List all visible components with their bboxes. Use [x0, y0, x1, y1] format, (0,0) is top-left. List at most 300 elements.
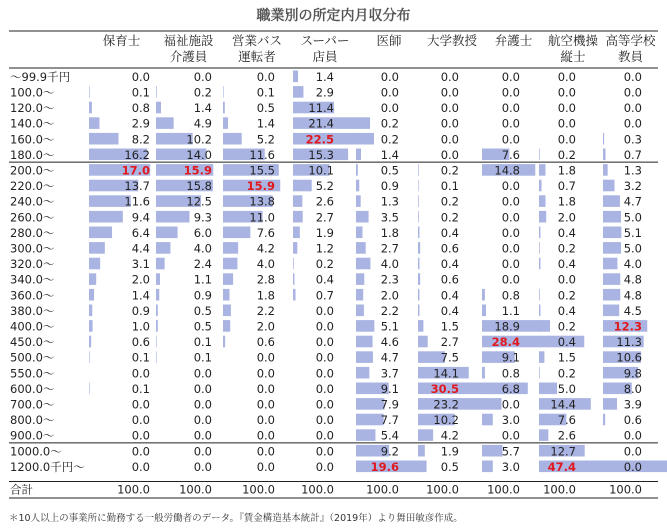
- row-label: 100.0～: [10, 85, 55, 100]
- data-bar: [356, 305, 364, 317]
- cell-value: 0.0: [380, 85, 399, 100]
- data-bar: [539, 180, 542, 192]
- data-bar: [356, 351, 373, 363]
- cell-value: 0.0: [256, 397, 275, 412]
- cell-value: 0.0: [193, 459, 212, 474]
- data-bar: [89, 117, 99, 129]
- cell-value: 7.5: [440, 350, 459, 365]
- cell-value: 0.7: [557, 179, 576, 194]
- cell-value: 6.4: [131, 225, 150, 240]
- cell-value: 0.0: [380, 69, 399, 84]
- data-bar: [356, 117, 357, 129]
- column-header: 高等学校: [605, 33, 656, 48]
- row-label: 380.0～: [10, 303, 55, 318]
- data-bar: [418, 336, 428, 348]
- cell-value: 10.2: [433, 413, 459, 428]
- cell-value: 0.0: [623, 116, 642, 131]
- cell-value: 0.4: [557, 303, 576, 318]
- cell-value: 9.8: [623, 366, 642, 381]
- column-header: 教員: [617, 49, 644, 64]
- data-bar: [539, 383, 557, 395]
- cell-value: 9.1: [380, 381, 399, 396]
- data-bar: [418, 461, 420, 473]
- data-bar: [539, 242, 540, 254]
- cell-value: 0.2: [380, 132, 399, 147]
- cell-value: 7.7: [380, 413, 399, 428]
- cell-value: 0.7: [315, 288, 334, 303]
- cell-value: 0.0: [501, 225, 520, 240]
- cell-value: 2.4: [193, 257, 212, 272]
- data-bar: [293, 195, 302, 207]
- data-bar: [293, 211, 303, 223]
- data-bar: [223, 258, 237, 270]
- data-bar: [223, 289, 229, 301]
- row-label: 800.0～: [10, 413, 55, 428]
- cell-value: 15.3: [308, 147, 334, 162]
- data-bar: [418, 164, 419, 176]
- cell-value: 2.9: [315, 85, 334, 100]
- cell-value: 0.0: [256, 459, 275, 474]
- cell-value: 0.0: [623, 444, 642, 459]
- column-header: 弁護士: [494, 33, 533, 48]
- cell-value: 0.0: [256, 381, 275, 396]
- cell-value: 0.5: [193, 319, 212, 334]
- data-bar: [356, 289, 363, 301]
- cell-value: 1.1: [501, 303, 520, 318]
- data-bar: [418, 429, 433, 441]
- cell-value: 0.0: [131, 69, 150, 84]
- cell-value: 6.8: [501, 381, 520, 396]
- data-bar: [603, 273, 620, 285]
- row-label: 500.0～: [10, 350, 55, 365]
- cell-value: 2.0: [380, 288, 399, 303]
- cell-value-max: 22.5: [305, 132, 334, 147]
- cell-value: 0.4: [440, 288, 459, 303]
- cell-value: 1.8: [557, 163, 576, 178]
- row-label: 320.0～: [10, 257, 55, 272]
- cell-value: 16.2: [124, 147, 150, 162]
- cell-value: 0.0: [501, 101, 520, 116]
- data-bar: [156, 227, 178, 239]
- data-bar: [356, 180, 359, 192]
- data-bar: [539, 320, 540, 332]
- cell-value: 3.9: [623, 397, 642, 412]
- cell-value: 0.4: [440, 225, 459, 240]
- data-bar: [482, 289, 485, 301]
- cell-value: 0.2: [557, 147, 576, 162]
- cell-value: 2.8: [256, 272, 275, 287]
- row-label: 550.0～: [10, 366, 55, 381]
- cell-value: 4.8: [623, 288, 642, 303]
- data-bar: [356, 273, 364, 285]
- data-bar: [356, 258, 370, 270]
- data-bar: [356, 242, 366, 254]
- total-value: 100.0: [487, 482, 520, 497]
- total-value: 100.0: [609, 482, 642, 497]
- data-bar: [89, 305, 92, 317]
- data-bar: [223, 242, 238, 254]
- data-bar: [293, 273, 294, 285]
- column-header: 営業バス: [231, 33, 283, 48]
- cell-value: 0.0: [501, 241, 520, 256]
- data-bar: [156, 336, 157, 348]
- cell-value: 2.6: [315, 194, 334, 209]
- cell-value: 0.0: [501, 69, 520, 84]
- data-bar: [539, 211, 546, 223]
- cell-value: 0.2: [440, 194, 459, 209]
- cell-value: 2.0: [131, 272, 150, 287]
- data-bar: [223, 86, 224, 98]
- cell-value: 0.0: [557, 116, 576, 131]
- data-bar: [603, 180, 615, 192]
- data-bar: [603, 227, 621, 239]
- column-header: 運転者: [238, 49, 276, 64]
- cell-value: 4.6: [380, 335, 399, 350]
- column-header: 店員: [312, 49, 338, 64]
- data-bar: [156, 117, 174, 129]
- data-bar: [539, 367, 540, 379]
- cell-value: 0.2: [557, 241, 576, 256]
- cell-value: 5.2: [256, 132, 275, 147]
- data-bar: [89, 227, 112, 239]
- data-bar: [539, 195, 545, 207]
- data-bar: [89, 133, 119, 145]
- cell-value: 0.8: [131, 101, 150, 116]
- cell-value: 4.0: [256, 257, 275, 272]
- cell-value: 0.2: [440, 210, 459, 225]
- cell-value: 0.0: [440, 101, 459, 116]
- cell-value: 0.0: [256, 428, 275, 443]
- cell-value: 4.0: [380, 257, 399, 272]
- row-label: 450.0～: [10, 335, 55, 350]
- row-label: 280.0～: [10, 225, 55, 240]
- cell-value: 0.9: [380, 179, 399, 194]
- data-bar: [418, 195, 419, 207]
- cell-value-max: 19.6: [370, 459, 399, 474]
- cell-value: 0.0: [256, 413, 275, 428]
- cell-value: 0.0: [440, 147, 459, 162]
- data-bar: [293, 71, 298, 83]
- cell-value: 11.0: [249, 210, 275, 225]
- cell-value: 9.3: [193, 210, 212, 225]
- cell-value: 0.0: [380, 101, 399, 116]
- cell-value: 2.0: [557, 210, 576, 225]
- cell-value: 0.0: [256, 350, 275, 365]
- cell-value: 4.9: [193, 116, 212, 131]
- cell-value: 4.0: [193, 241, 212, 256]
- cell-value: 0.0: [501, 85, 520, 100]
- row-label: 200.0～: [10, 163, 55, 178]
- data-bar: [89, 289, 94, 301]
- cell-value: 0.0: [440, 69, 459, 84]
- cell-value: 0.4: [315, 272, 334, 287]
- column-header: 大学教授: [426, 33, 478, 48]
- cell-value: 0.0: [256, 366, 275, 381]
- data-bar: [418, 273, 420, 285]
- cell-value: 1.1: [193, 272, 212, 287]
- cell-value: 0.8: [501, 288, 520, 303]
- cell-value: 4.7: [380, 350, 399, 365]
- cell-value: 1.4: [380, 147, 399, 162]
- cell-value: 0.0: [131, 366, 150, 381]
- cell-value: 0.2: [557, 288, 576, 303]
- row-label: 240.0～: [10, 194, 55, 209]
- row-label: 700.0～: [10, 397, 55, 412]
- data-bar: [89, 351, 90, 363]
- cell-value: 0.0: [557, 272, 576, 287]
- cell-value: 0.9: [193, 288, 212, 303]
- cell-value: 0.0: [193, 444, 212, 459]
- data-bar: [603, 149, 606, 161]
- cell-value: 0.4: [557, 257, 576, 272]
- cell-value: 1.5: [440, 319, 459, 334]
- cell-value: 0.0: [557, 132, 576, 147]
- cell-value: 11.4: [308, 101, 334, 116]
- cell-value: 5.1: [380, 319, 399, 334]
- cell-value: 8.0: [623, 381, 642, 396]
- cell-value-max: 15.9: [183, 163, 212, 178]
- data-bar: [356, 149, 361, 161]
- cell-value: 5.0: [623, 210, 642, 225]
- cell-value: 10.1: [308, 163, 334, 178]
- cell-value: 13.8: [249, 194, 275, 209]
- cell-value: 0.5: [256, 101, 275, 116]
- data-bar: [418, 211, 419, 223]
- cell-value: 5.2: [315, 179, 334, 194]
- cell-value: 0.0: [440, 132, 459, 147]
- cell-value: 11.3: [616, 335, 642, 350]
- cell-value: 0.6: [256, 335, 275, 350]
- cell-value: 0.0: [501, 257, 520, 272]
- cell-value: 0.0: [193, 397, 212, 412]
- row-label: 260.0～: [10, 210, 55, 225]
- cell-value: 6.0: [193, 225, 212, 240]
- data-bar: [539, 429, 548, 441]
- cell-value: 4.8: [623, 272, 642, 287]
- cell-value: 0.6: [623, 413, 642, 428]
- data-bar: [539, 289, 540, 301]
- cell-value: 0.0: [501, 210, 520, 225]
- cell-value: 0.0: [193, 381, 212, 396]
- total-value: 100.0: [301, 482, 334, 497]
- cell-value: 0.0: [315, 459, 334, 474]
- data-bar: [539, 258, 540, 270]
- cell-value: 1.8: [380, 225, 399, 240]
- cell-value: 0.4: [557, 335, 576, 350]
- cell-value: 7.9: [380, 397, 399, 412]
- data-bar: [156, 86, 157, 98]
- data-bar: [356, 336, 373, 348]
- cell-value: 2.7: [440, 335, 459, 350]
- data-bar: [293, 227, 300, 239]
- data-bar: [356, 429, 375, 441]
- cell-value: 2.7: [380, 241, 399, 256]
- cell-value: 5.0: [623, 241, 642, 256]
- cell-value: 0.5: [380, 163, 399, 178]
- data-bar: [356, 195, 361, 207]
- data-bar: [603, 414, 605, 426]
- footnote: ＊10人以上の事業所に勤務する一般労働者のデータ。『賃金構造基本統計』（2019年）より舞田敏彦作成。: [9, 513, 463, 524]
- data-bar: [223, 320, 230, 332]
- cell-value: 0.0: [557, 85, 576, 100]
- total-value: 100.0: [242, 482, 275, 497]
- cell-value: 1.4: [193, 101, 212, 116]
- cell-value: 2.2: [256, 303, 275, 318]
- data-bar: [156, 211, 189, 223]
- data-bar: [293, 258, 294, 270]
- cell-value: 0.0: [501, 116, 520, 131]
- data-bar: [418, 180, 419, 192]
- cell-value: 0.4: [557, 225, 576, 240]
- data-bar: [603, 242, 621, 254]
- cell-value: 14.4: [550, 397, 576, 412]
- cell-value: 4.0: [623, 257, 642, 272]
- cell-value: 21.4: [308, 116, 334, 131]
- cell-value: 3.2: [623, 179, 642, 194]
- data-bar: [156, 351, 157, 363]
- cell-value: 0.0: [131, 444, 150, 459]
- row-label: 1000.0～: [10, 444, 62, 459]
- cell-value: 0.0: [501, 428, 520, 443]
- row-label: 400.0～: [10, 319, 55, 334]
- cell-value: 9.1: [501, 350, 520, 365]
- data-bar: [223, 102, 225, 114]
- data-bar: [418, 258, 419, 270]
- cell-value: 2.0: [256, 319, 275, 334]
- column-header: 航空機操: [547, 33, 599, 48]
- cell-value: 12.7: [550, 444, 576, 459]
- row-label: 140.0～: [10, 116, 55, 131]
- row-label: 340.0～: [10, 272, 55, 287]
- row-label: 600.0～: [10, 381, 55, 396]
- cell-value: 14.8: [494, 163, 520, 178]
- column-header: 保育士: [102, 33, 141, 48]
- cell-value: 3.0: [501, 459, 520, 474]
- cell-value: 4.7: [623, 194, 642, 209]
- cell-value: 12.5: [186, 194, 212, 209]
- data-bar: [156, 289, 159, 301]
- data-bar: [418, 320, 423, 332]
- cell-value: 2.6: [557, 428, 576, 443]
- cell-value: 0.0: [501, 179, 520, 194]
- data-bar: [603, 398, 617, 410]
- cell-value: 1.9: [315, 225, 334, 240]
- total-value: 100.0: [426, 482, 459, 497]
- data-bar: [293, 289, 296, 301]
- cell-value: 0.0: [440, 85, 459, 100]
- cell-value-max: 30.5: [430, 381, 459, 396]
- data-bar: [539, 336, 540, 348]
- data-bar: [223, 133, 242, 145]
- column-header: スーパー: [300, 33, 350, 48]
- chart-title: 職業別の所定内月収分布: [256, 8, 411, 24]
- cell-value: 5.4: [380, 428, 399, 443]
- data-bar: [482, 461, 493, 473]
- cell-value: 23.2: [433, 397, 459, 412]
- cell-value: 0.0: [501, 272, 520, 287]
- data-bar: [539, 351, 544, 363]
- data-bar: [603, 305, 619, 317]
- cell-value: 10.6: [616, 350, 642, 365]
- data-bar: [356, 320, 374, 332]
- cell-value: 11.6: [124, 194, 150, 209]
- data-bar: [89, 336, 91, 348]
- data-bar: [418, 227, 419, 239]
- cell-value: 0.9: [131, 303, 150, 318]
- cell-value: 0.0: [193, 428, 212, 443]
- data-bar: [293, 242, 297, 254]
- data-bar: [223, 117, 228, 129]
- column-header: 縦士: [560, 49, 586, 64]
- cell-value-max: 15.9: [246, 179, 275, 194]
- total-value: 100.0: [543, 482, 576, 497]
- table-text-layer: [9, 7, 656, 524]
- data-bar: [89, 383, 90, 395]
- cell-value: 0.1: [131, 85, 150, 100]
- cell-value: 0.1: [131, 350, 150, 365]
- data-bar: [603, 164, 608, 176]
- cell-value: 5.7: [501, 444, 520, 459]
- data-bar: [89, 211, 123, 223]
- data-bar: [603, 258, 617, 270]
- data-bar: [482, 367, 485, 379]
- cell-value: 14.0: [186, 147, 212, 162]
- cell-value: 0.0: [315, 366, 334, 381]
- data-bar: [418, 242, 420, 254]
- cell-value: 9.2: [380, 444, 399, 459]
- data-bar: [418, 289, 419, 301]
- cell-value: 2.2: [380, 303, 399, 318]
- cell-value: 0.0: [315, 335, 334, 350]
- data-bar: [223, 227, 250, 239]
- cell-value-max: 47.4: [547, 459, 576, 474]
- cell-value: 0.0: [315, 303, 334, 318]
- cell-value: 0.0: [193, 69, 212, 84]
- column-header: 福祉施設: [163, 33, 214, 48]
- data-bar: [89, 242, 105, 254]
- data-bar: [603, 211, 621, 223]
- data-bar: [223, 273, 233, 285]
- cell-value: 0.7: [623, 147, 642, 162]
- data-bar: [356, 164, 358, 176]
- data-bar: [156, 102, 161, 114]
- data-bar: [89, 320, 93, 332]
- cell-value: 0.0: [315, 428, 334, 443]
- cell-value: 0.4: [440, 257, 459, 272]
- column-header: 医師: [376, 33, 402, 48]
- cell-value: 0.0: [315, 444, 334, 459]
- cell-value: 0.0: [256, 69, 275, 84]
- cell-value: 2.9: [131, 116, 150, 131]
- cell-value: 0.0: [623, 85, 642, 100]
- data-bar: [156, 320, 158, 332]
- row-label: 120.0～: [10, 101, 55, 116]
- cell-value: 0.0: [256, 444, 275, 459]
- data-bar: [539, 149, 540, 161]
- total-value: 100.0: [179, 482, 212, 497]
- data-bar: [539, 164, 545, 176]
- row-label: 220.0～: [10, 179, 55, 194]
- cell-value: 0.2: [557, 319, 576, 334]
- cell-value: 0.0: [623, 101, 642, 116]
- data-bar: [89, 273, 96, 285]
- cell-value: 0.0: [131, 397, 150, 412]
- cell-value: 0.0: [131, 428, 150, 443]
- cell-value: 0.0: [501, 397, 520, 412]
- total-label: 合計: [10, 482, 33, 497]
- data-bar: [356, 367, 369, 379]
- data-bar: [356, 133, 357, 145]
